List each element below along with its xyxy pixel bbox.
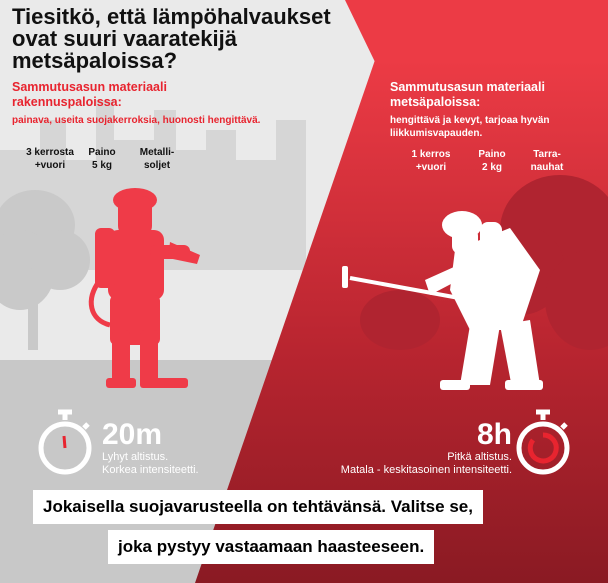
spec-line: Tarra- [533,149,561,160]
spec-line: 5 kg [91,160,112,171]
spec-line: Paino [88,147,116,158]
timer-line: Matala - keskitasoinen intensiteetti. [340,464,512,476]
page-title: Tiesitkö, että lämpöhalvaukset ovat suuri vaaratekijä metsäpaloissa? [12,4,331,73]
spec-line: 1 kerros [411,149,451,160]
left-description: painava, useita suojakerroksia, huonosti hengittävä. [12,115,261,126]
right-spec-layers [403,148,459,174]
timer-line: Lyhyt altistus. [102,451,169,463]
left-spec-weight [82,146,122,172]
left-spec-buckles [134,146,180,172]
left-spec-layers [20,146,80,172]
right-spec-weight [470,148,514,174]
left-timer-value: 20m [102,418,163,451]
spec-line: 2 kg [481,162,502,173]
right-timer-description [292,451,512,477]
banner-line-1: Jokaisella suojavarusteella on tehtävänsä. Valitse se, [33,490,483,524]
spec-line: 3 kerrosta [26,147,74,158]
left-timer-description [102,451,242,477]
left-heading: Sammutusasun materiaali rakennuspaloissa: [12,80,167,109]
right-description: hengittävä ja kevyt, tarjoaa hyvän liikkumisvapauden. [390,115,550,139]
right-heading: Sammutusasun materiaali metsäpaloissa: [390,80,545,109]
timer-line: Pitkä altistus. [447,451,512,463]
banner-line-2: joka pystyy vastaamaan haasteeseen. [108,530,434,564]
spec-line: Paino [478,149,506,160]
timer-line: Korkea intensiteetti. [102,464,199,476]
spec-line: +vuori [34,160,66,171]
right-timer-value: 8h [476,418,512,451]
spec-line: soljet [143,160,171,171]
spec-line: nauhat [530,162,564,173]
spec-line: +vuori [415,162,447,173]
spec-line: Metalli- [139,147,175,158]
right-spec-velcro [524,148,570,174]
